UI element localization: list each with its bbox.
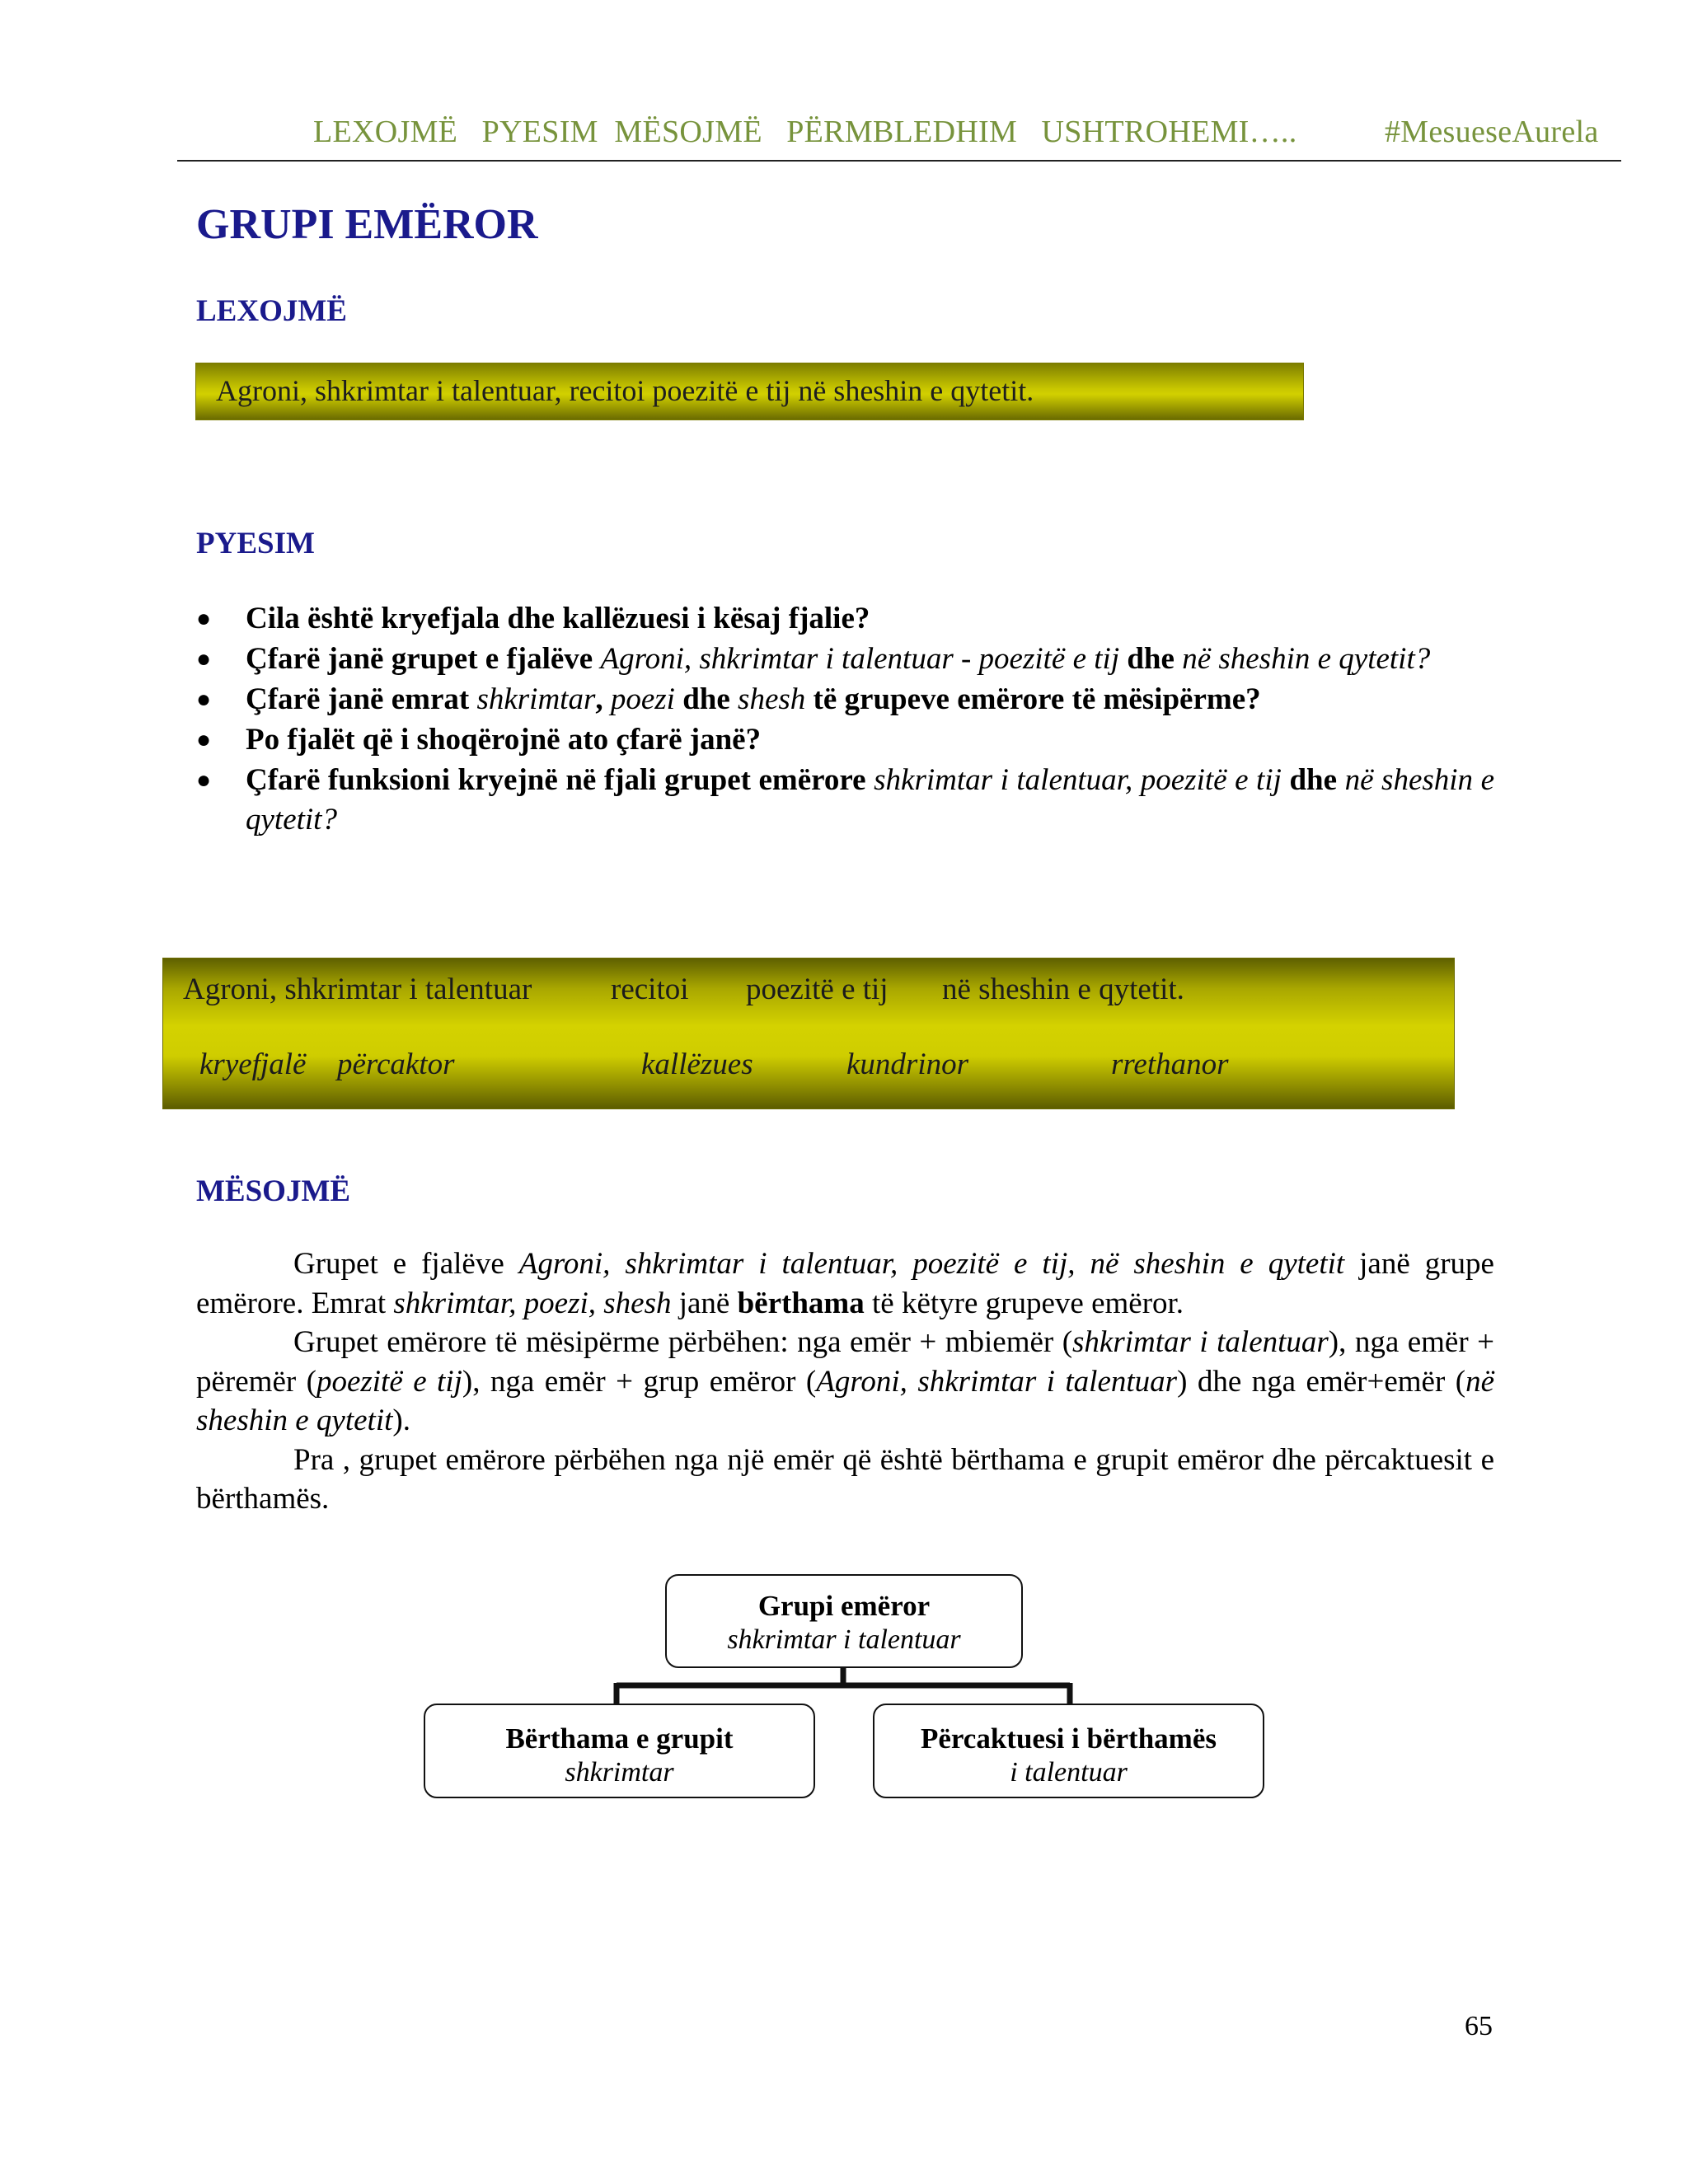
text-run: ) dhe nga emër+emër ( (1177, 1364, 1466, 1399)
text-run: Cila është kryefjala dhe kallëzuesi i kësaj fjalie? (246, 602, 870, 635)
analysis-part: recitoi (611, 972, 689, 1006)
text-run: poezi (610, 682, 683, 716)
text-run: Grupet e fjalëve (293, 1247, 519, 1281)
text-run: shkrimtar i talentuar (1072, 1325, 1329, 1359)
analysis-part: në sheshin e qytetit. (942, 972, 1184, 1006)
text-run: ), nga emër + përemër ( (196, 1325, 1494, 1399)
text-run: bërthama (737, 1286, 865, 1320)
text-run: ). (392, 1404, 410, 1437)
text-run: të grupeve emërore të mësipërme? (813, 682, 1261, 716)
diagram-left-title: Bërthama e grupit (505, 1722, 734, 1755)
diagram-right-node (873, 1704, 1264, 1798)
bullet-icon: ● (196, 686, 212, 713)
text-run: janë (671, 1286, 738, 1320)
text-run: poezitë e tij (316, 1364, 462, 1399)
reading-sentence: Agroni, shkrimtar i talentuar, recitoi poezitë e tij në sheshin e qytetit. (216, 374, 1034, 407)
bullet-icon: ● (196, 726, 212, 753)
section-lexojme: LEXOJMË (196, 294, 347, 328)
text-run: dhe (1127, 642, 1183, 676)
text-run: dhe (682, 682, 738, 716)
text-run: në sheshin e qytetit? (246, 763, 1495, 837)
bullet-icon: ● (196, 766, 212, 794)
diagram-left-node (424, 1704, 815, 1798)
analysis-role: kallëzues (641, 1047, 753, 1081)
text-run: dhe (1289, 763, 1345, 797)
analysis-role: rrethanor (1111, 1047, 1229, 1081)
text-run: janë grupe emërore. Emrat (196, 1247, 1494, 1320)
diagram-root-title: Grupi emëror (757, 1590, 931, 1622)
text-run: shkrimtar i talentuar, poezitë e tij (874, 763, 1290, 797)
analysis-role: kundrinor (846, 1047, 968, 1081)
text-run: Çfarë janë emrat (246, 682, 477, 716)
page-title: GRUPI EMËROR (196, 201, 538, 248)
section-mesojme: MËSOJMË (196, 1174, 351, 1208)
diagram-root-subtitle: shkrimtar i talentuar (727, 1624, 961, 1655)
analysis-role: përcaktor (337, 1047, 455, 1081)
analysis-role: kryefjalë (199, 1047, 307, 1081)
bullet-icon: ● (196, 605, 212, 632)
analysis-part: poezitë e tij (746, 972, 889, 1006)
diagram-right-subtitle: i talentuar (1010, 1757, 1128, 1788)
page-number: 65 (1465, 2011, 1493, 2041)
text-run: të këtyre grupeve emëror. (864, 1286, 1184, 1320)
text-run: Agroni, shkrimtar i talentuar (816, 1364, 1178, 1399)
text-run: Çfarë funksioni kryejnë në fjali grupet emërore (246, 763, 874, 797)
text-run: Pra , grupet emërore përbëhen nga një emër që është bërthama e grupit emëror dhe përcaktuesit e bërthamës. (196, 1442, 1494, 1516)
text-run: Agroni, shkrimtar i talentuar, poezitë e tij, në sheshin e qytetit (518, 1247, 1345, 1281)
analysis-part: Agroni, shkrimtar i talentuar (183, 972, 532, 1006)
diagram-left-subtitle: shkrimtar (565, 1757, 674, 1788)
header-tag: #MesueseAurela (1385, 115, 1599, 149)
header-nav-text: LEXOJMË PYESIM MËSOJMË PËRMBLEDHIM USHTROHEMI….. (313, 115, 1297, 149)
text-run: Agroni, shkrimtar i talentuar - poezitë e tij (600, 642, 1128, 676)
text-run: në sheshin e qytetit (196, 1364, 1494, 1437)
text-run: shesh (738, 682, 814, 716)
text-run: shkrimtar, poezi, shesh (393, 1286, 672, 1320)
text-run: Çfarë janë grupet e fjalëve (246, 642, 601, 676)
text-run: shkrimtar (476, 682, 596, 716)
text-run: në sheshin e qytetit? (1182, 642, 1431, 676)
text-run: ), nga emër + grup emëror ( (462, 1364, 817, 1399)
text-run: , (595, 682, 611, 716)
text-run: Grupet emërore të mësipërme përbëhen: nga emër + mbiemër ( (293, 1325, 1073, 1359)
text-run: Po fjalët që i shoqërojnë ato çfarë janë? (246, 723, 762, 757)
bullet-icon: ● (196, 645, 212, 673)
section-pyesim: PYESIM (196, 527, 315, 560)
diagram-root-node (665, 1574, 1023, 1668)
diagram-right-title: Përcaktuesi i bërthamës (920, 1722, 1217, 1755)
